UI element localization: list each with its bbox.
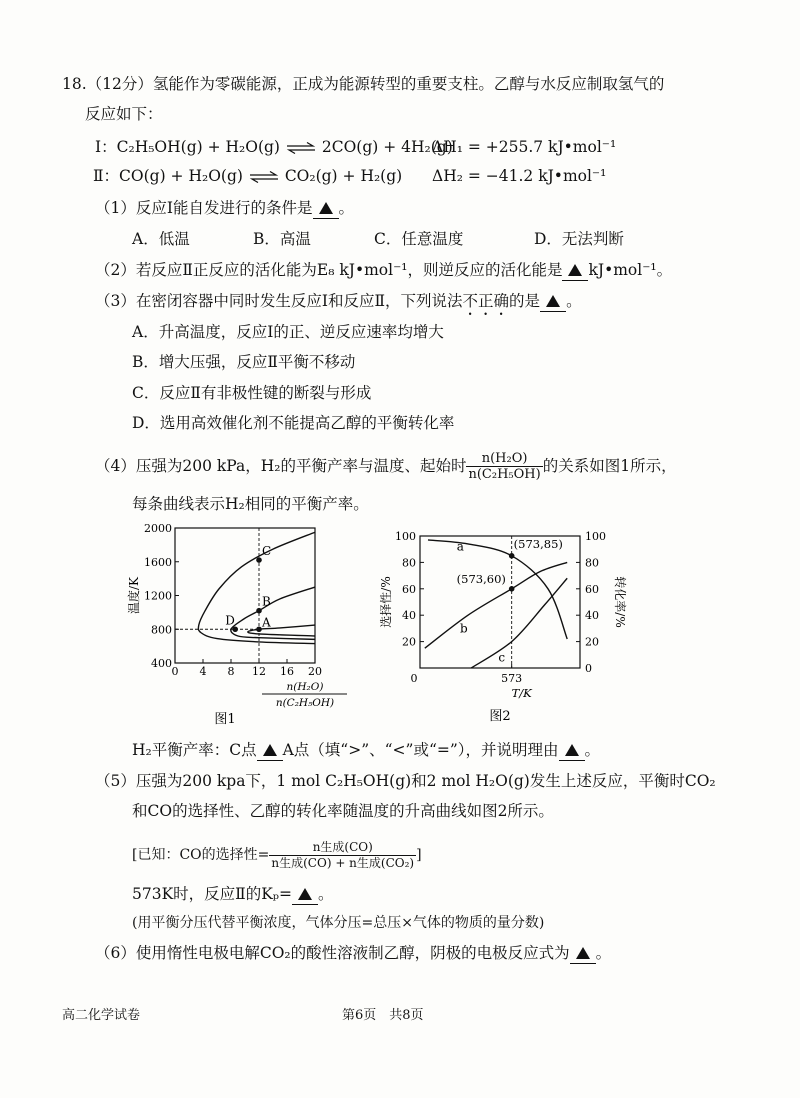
equilibrium-arrow-icon xyxy=(285,142,317,154)
q4-stem-line2: 每条曲线表示H₂相同的平衡产率。 xyxy=(132,495,369,513)
x-axis-label-den: n(C₂H₅OH) xyxy=(275,697,335,709)
answer-blank[interactable] xyxy=(559,740,585,761)
answer-blank[interactable] xyxy=(562,260,588,281)
x-tick-label: 573 xyxy=(501,672,523,685)
question-header-line2: 反应如下： xyxy=(85,105,163,123)
series-a xyxy=(428,540,567,639)
reaction-2-dh: ΔH₂ = −41.2 kJ•mol⁻¹ xyxy=(432,167,607,185)
plot-frame xyxy=(420,536,580,668)
q1-option-a: A．低温 xyxy=(132,230,190,248)
x-tick-label: 20 xyxy=(308,665,322,678)
reaction-2-label: Ⅱ： xyxy=(93,167,120,185)
point-label: (573,60) xyxy=(456,571,506,586)
y-tick-label: 1600 xyxy=(144,555,172,569)
reaction-1-right: 2CO(g) + 4H₂(g) xyxy=(321,138,453,156)
footer-page: 第6页 共8页 xyxy=(342,1008,424,1023)
y-tick-label-left: 80 xyxy=(402,556,416,570)
figure-2-chart xyxy=(368,518,628,738)
point-C xyxy=(256,557,262,563)
x-tick-label: 12 xyxy=(252,665,266,678)
reaction-1-label: Ⅰ： xyxy=(95,138,117,156)
q5-stem: （5）压强为200 kpa下，1 mol C₂H₅OH(g)和2 mol H₂O(g)发生上述反应，平衡时CO₂ xyxy=(95,772,716,790)
question-header: 18.（12分）氢能作为零碳能源，正成为能源转型的重要支柱。乙醇与水反应制取氢气的 xyxy=(62,75,665,93)
series-label-b: b xyxy=(460,621,468,636)
answer-blank[interactable] xyxy=(257,740,283,761)
y-tick-label-left: 40 xyxy=(402,609,416,623)
y-tick-label-left: 20 xyxy=(402,635,416,649)
series-label-a: a xyxy=(456,539,464,554)
reaction-2-left: CO(g) + H₂O(g) xyxy=(119,167,243,185)
q5-known: [已知：CO的选择性= $\frac{\text{n生成(CO)}}{\text{n生成(CO) + n生成(CO₂)}}$ ] xyxy=(132,839,422,870)
q1-option-d: D．无法判断 xyxy=(534,230,624,248)
point-marker xyxy=(509,553,515,559)
reaction-1-left: C₂H₅OH(g) + H₂O(g) xyxy=(116,138,280,156)
answer-blank[interactable] xyxy=(313,198,339,219)
q3-option-b: B．增大压强，反应Ⅱ平衡不移动 xyxy=(132,353,356,371)
q4-stem: （4）压强为200 kPa，H₂的平衡产率与温度、起始时 $\frac{\text{n(H₂O)}}{\text{n(C₂H₅OH)}}$ 的关系如图1所示， xyxy=(95,450,677,482)
q3-option-d: D．选用高效催化剂不能提高乙醇的平衡转化率 xyxy=(132,414,455,432)
q4-sub: H₂平衡产率：C点 A点（填“>”、“<”或“=”），并说明理由 。 xyxy=(132,741,601,759)
q5-stem-line2: 和CO的选择性、乙醇的转化率随温度的升高曲线如图2所示。 xyxy=(132,802,554,820)
y-tick-label-right: 40 xyxy=(585,609,599,623)
triangle-icon xyxy=(565,744,579,756)
figure-1-chart xyxy=(120,518,360,738)
point-label-A: A xyxy=(262,615,271,630)
answer-blank[interactable] xyxy=(292,884,318,905)
q3-option-a: A．升高温度，反应Ⅰ的正、逆反应速率均增大 xyxy=(132,323,444,341)
y-tick-label-right: 60 xyxy=(585,582,599,596)
triangle-icon xyxy=(263,744,277,756)
y-tick-label-right: 80 xyxy=(585,556,599,570)
x-tick-label: 4 xyxy=(199,665,207,678)
triangle-icon xyxy=(576,947,590,959)
y-tick-label: 2000 xyxy=(144,522,172,535)
q3-stem: （3）在密闭容器中同时发生反应Ⅰ和反应Ⅱ，下列说法不正确的是 。 xyxy=(95,292,582,310)
point-D xyxy=(232,626,238,632)
triangle-icon xyxy=(568,264,582,276)
reaction-1-dh: ΔH₁ = +255.7 kJ•mol⁻¹ xyxy=(432,138,617,156)
y-tick-label: 800 xyxy=(151,623,172,637)
curve-middle xyxy=(231,587,315,639)
q6-stem: （6）使用惰性电极电解CO₂的酸性溶液制乙醇，阴极的电极反应式为 。 xyxy=(95,944,612,962)
equilibrium-arrow-icon xyxy=(248,171,280,183)
q5-note: (用平衡分压代替平衡浓度，气体分压=总压×气体的物质的量分数) xyxy=(132,915,545,931)
y-tick-label-left: 60 xyxy=(402,582,416,596)
triangle-icon xyxy=(546,295,560,307)
y-axis-label: 温度/K xyxy=(127,576,141,615)
point-B xyxy=(256,608,262,614)
point-label: (573,85) xyxy=(513,536,563,551)
series-label-c: c xyxy=(498,650,506,665)
y-tick-label: 1200 xyxy=(144,589,172,603)
figure-title: 图2 xyxy=(489,709,511,724)
q5-kp: 573K时，反应Ⅱ的Kₚ= 。 xyxy=(132,885,334,903)
figure-title: 图1 xyxy=(214,712,236,727)
point-label-D: D xyxy=(225,613,235,628)
q1-option-b: B．高温 xyxy=(253,230,311,248)
reaction-2 xyxy=(93,166,402,186)
triangle-icon xyxy=(319,202,333,214)
reaction-1 xyxy=(95,137,453,157)
q1-stem: （1）反应Ⅰ能自发进行的条件是 。 xyxy=(95,199,355,217)
x-tick-label: 16 xyxy=(280,665,294,678)
y-axis-label-right: 转化率/% xyxy=(613,576,627,628)
ratio-fraction: $\frac{\text{n(H₂O)}}{\text{n(C₂H₅OH)}}$ xyxy=(468,450,541,482)
y-tick-label-right: 0 xyxy=(585,662,592,675)
y-tick-label-right: 100 xyxy=(585,530,606,543)
point-marker xyxy=(509,586,515,592)
x-tick-label: 0 xyxy=(171,665,179,678)
reaction-2-right: CO₂(g) + H₂(g) xyxy=(284,167,403,185)
triangle-icon xyxy=(298,888,312,900)
x-axis-label: T/K xyxy=(511,686,532,700)
selectivity-fraction: $\frac{\text{n生成(CO)}}{\text{n生成(CO) + n生成(CO₂)}}$ xyxy=(271,839,415,870)
point-label-B: B xyxy=(262,594,271,609)
q3-option-c: C．反应Ⅱ有非极性键的断裂与形成 xyxy=(132,384,372,402)
q2-stem: （2）若反应Ⅱ正反应的活化能为E₈ kJ•mol⁻¹，则逆反应的活化能是 kJ•mol⁻¹。 xyxy=(95,261,673,279)
point-label-C: C xyxy=(262,544,272,559)
x-axis-label-num: n(H₂O) xyxy=(286,681,324,693)
emphasis-text: 不正确 xyxy=(462,292,510,310)
y-tick-label-left: 100 xyxy=(395,530,416,543)
answer-blank[interactable] xyxy=(570,943,596,964)
y-axis-label-left: 选择性/% xyxy=(379,576,393,628)
q1-option-c: C．任意温度 xyxy=(374,230,464,248)
point-A xyxy=(256,626,262,632)
answer-blank[interactable] xyxy=(540,291,566,312)
x-tick-label: 8 xyxy=(227,665,235,678)
series-c xyxy=(471,578,567,668)
y-tick-label-right: 20 xyxy=(585,635,599,649)
footer-left: 高二化学试卷 xyxy=(62,1008,141,1023)
x-tick-label: 0 xyxy=(410,672,418,685)
y-tick-label: 400 xyxy=(151,657,172,670)
